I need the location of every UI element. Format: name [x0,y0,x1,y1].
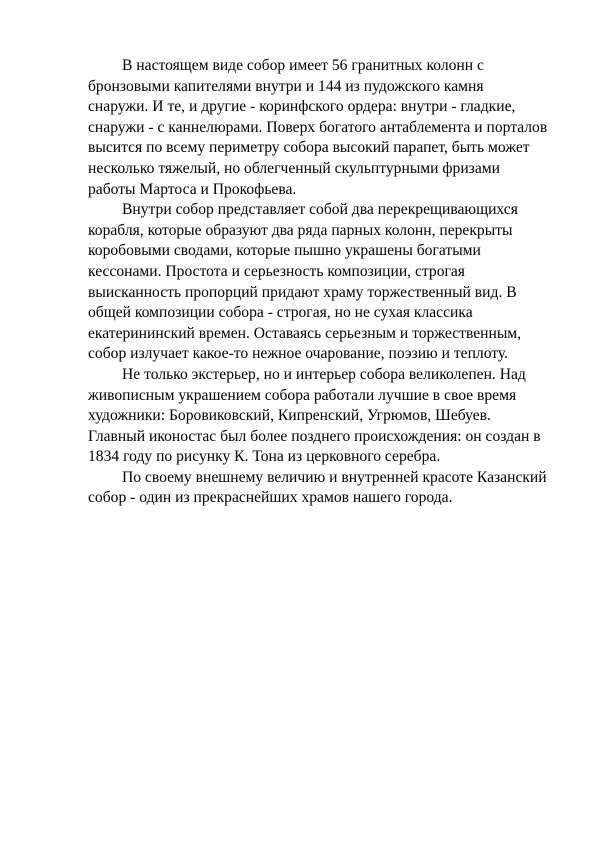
paragraph-line: Внутри собор представляет собой два перекрещивающихся [122,201,518,219]
paragraph-line: высится по всему периметру собора высокий парапет, быть может [88,139,530,157]
paragraph-4 [88,468,547,509]
paragraph-line: живописным украшением собора работали лучшие в свое время [88,386,517,404]
paragraph-line: снаружи - с каннелюрами. Поверх богатого антаблемента и порталов [88,118,548,136]
paragraph-line: бронзовыми капителями внутри и 144 из пудожского камня [88,77,484,95]
paragraph-line: художники: Боровиковский, Кипренский, Угрюмов, Шебуев. [88,407,491,425]
paragraph-3 [88,365,541,468]
paragraph-line: В настоящем виде собор имеет 56 гранитных колонн с [122,57,484,74]
paragraph-line: екатерининский времен. Оставаясь серьезным и торжественным, [88,324,522,342]
paragraph-line: собор - один из прекраснейших храмов нашего города. [88,489,453,507]
paragraph-line: коробовыми сводами, которые пышно украшены богатыми [88,242,481,260]
paragraph-line: Не только экстерьер, но и интерьер собора великолепен. Над [122,365,526,383]
document-body [88,56,548,509]
paragraph-line: 1834 году по рисунку К. Тона из церковного серебра. [88,448,441,466]
paragraph-line: собор излучает какое-то нежное очарование, поэзию и теплоту. [88,345,509,363]
paragraph-1 [88,56,548,200]
paragraph-line: общей композиции собора - строгая, но не сухая классика [88,304,473,322]
paragraph-line: снаружи. И те, и другие - коринфского ордера: внутри - гладкие, [88,98,516,116]
paragraph-2 [88,200,528,365]
paragraph-line: работы Мартоса и Прокофьева. [88,180,297,198]
paragraph-line: По своему внешнему величию и внутренней красоте Казанский [122,468,547,486]
paragraph-line: Главный иконостас был более позднего происхождения: он создан в [88,427,541,445]
paragraph-line: корабля, которые образуют два ряда парных колонн, перекрыты [88,221,513,239]
paragraph-line: выисканность пропорций придают храму торжественный вид. В [88,283,517,301]
paragraph-line: несколько тяжелый, но облегченный скульптурными фризами [88,159,500,177]
paragraph-line: кессонами. Простота и серьезность композиции, строгая [88,262,465,280]
